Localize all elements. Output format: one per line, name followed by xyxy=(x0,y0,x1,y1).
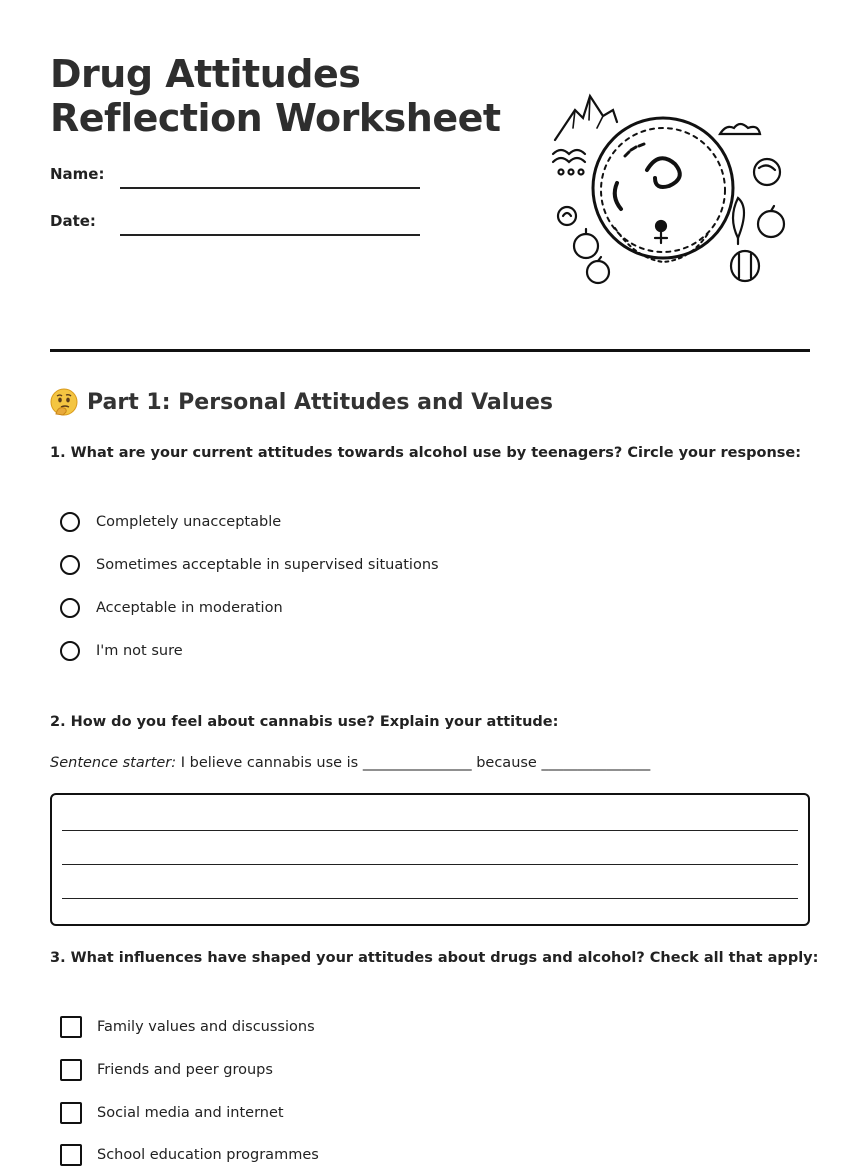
part1-title xyxy=(50,388,553,416)
part1-title-text: Part 1: Personal Attitudes and Values xyxy=(87,389,553,415)
date-label: Date: xyxy=(50,212,96,230)
radio-button[interactable] xyxy=(60,641,80,661)
checkbox[interactable] xyxy=(60,1059,82,1081)
q1-option[interactable] xyxy=(60,512,281,532)
q3-option[interactable] xyxy=(60,1016,315,1038)
q3-option-label: Family values and discussions xyxy=(97,1019,315,1035)
answer-line xyxy=(62,864,798,865)
q1-option[interactable] xyxy=(60,598,283,618)
radio-button[interactable] xyxy=(60,512,80,532)
header-divider xyxy=(50,349,810,352)
question-3: 3. What influences have shaped your attitudes about drugs and alcohol? Check all that apply: xyxy=(50,950,819,966)
name-label: Name: xyxy=(50,165,105,183)
question-1: 1. What are your current attitudes towards alcohol use by teenagers? Circle your response: xyxy=(50,445,802,461)
date-field[interactable] xyxy=(120,234,420,236)
sentence-starter-text: I believe cannabis use is _______________ because _______________ xyxy=(176,755,651,771)
q3-option[interactable] xyxy=(60,1059,273,1081)
maori-koru-illustration-icon xyxy=(545,88,790,288)
sentence-starter xyxy=(50,755,650,771)
q1-option-label: Completely unacceptable xyxy=(96,514,282,530)
sentence-starter-label: Sentence starter: xyxy=(50,755,177,771)
q3-option[interactable] xyxy=(60,1102,284,1124)
q1-option-label: Acceptable in moderation xyxy=(96,600,283,616)
q1-option[interactable] xyxy=(60,555,439,575)
answer-box[interactable] xyxy=(50,793,810,926)
worksheet-title xyxy=(50,52,501,140)
title-line-1: Drug Attitudes xyxy=(50,52,361,96)
q3-option-label: School education programmes xyxy=(97,1147,319,1163)
title-line-2: Reflection Worksheet xyxy=(50,96,501,140)
q3-option-label: Friends and peer groups xyxy=(97,1062,273,1078)
q1-option[interactable] xyxy=(60,641,183,661)
name-field[interactable] xyxy=(120,187,420,189)
q3-option-label: Social media and internet xyxy=(97,1105,284,1121)
radio-button[interactable] xyxy=(60,598,80,618)
answer-line xyxy=(62,898,798,899)
radio-button[interactable] xyxy=(60,555,80,575)
checkbox[interactable] xyxy=(60,1144,82,1166)
question-2: 2. How do you feel about cannabis use? Explain your attitude: xyxy=(50,714,559,730)
q1-option-label: Sometimes acceptable in supervised situations xyxy=(96,557,439,573)
q1-option-label: I'm not sure xyxy=(96,643,183,659)
checkbox[interactable] xyxy=(60,1102,82,1124)
q3-option[interactable] xyxy=(60,1144,319,1166)
checkbox[interactable] xyxy=(60,1016,82,1038)
thinking-face-icon xyxy=(50,388,78,416)
answer-line xyxy=(62,830,798,831)
